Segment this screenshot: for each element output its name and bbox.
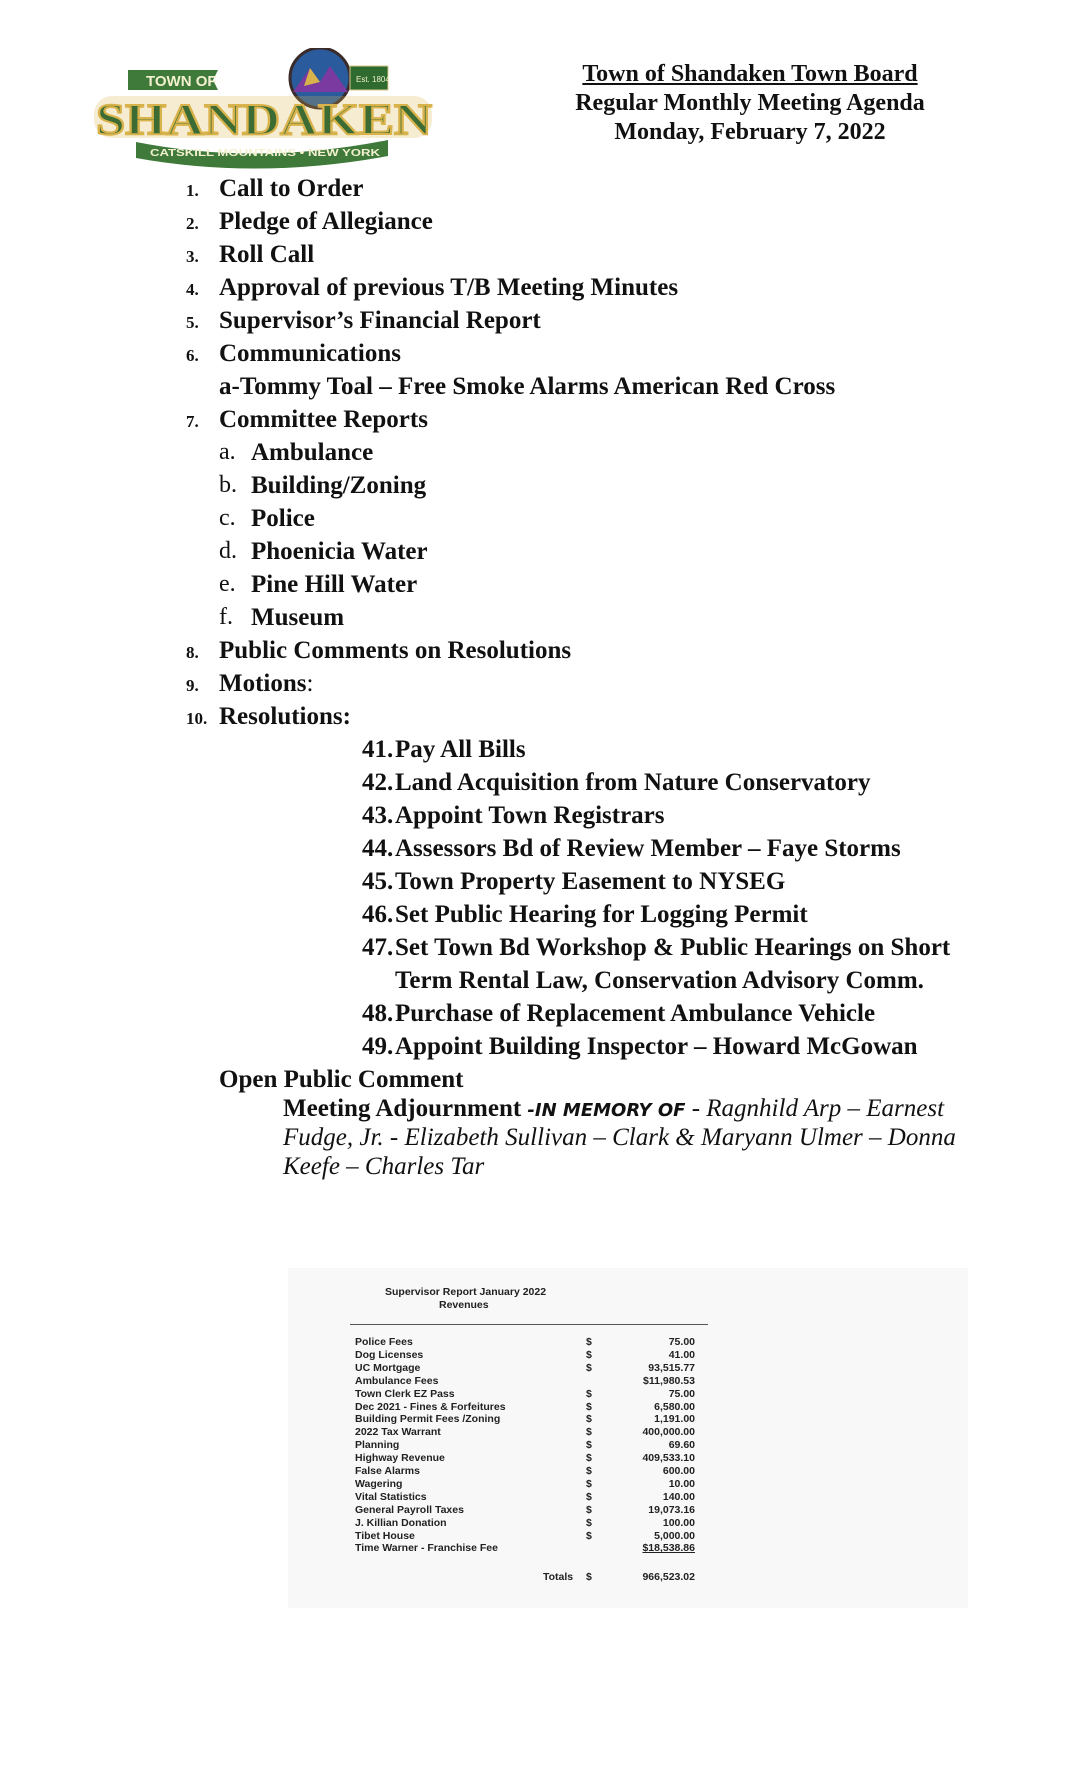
resolution-41 [362,735,526,765]
report-row-dollar: $ [586,1348,592,1361]
resolution-48 [362,999,875,1029]
item-public-comments-resolutions: Public Comments on Resolutions [219,637,572,664]
resolution-text: Set Public Hearing for Logging Permit [395,901,808,928]
item-number: 7. [186,412,199,431]
report-row-dollar: $ [586,1503,592,1516]
report-row-amount: 75.00 [668,1336,695,1348]
committee-letter: e. [219,571,236,597]
in-memory-label: -IN MEMORY OF [527,1100,686,1121]
motions-colon: : [306,670,314,697]
resolution-number: 47. [362,934,394,961]
report-rule [350,1324,708,1325]
report-row-dollar: $ [586,1465,592,1477]
report-row-dollar: $ [586,1361,592,1374]
logo-name: SHANDAKEN [96,95,433,144]
resolution-text: Town Property Easement to NYSEG [395,868,786,895]
resolution-46 [362,900,808,930]
committee-museum: Museum [251,604,345,631]
report-row-amount: 41.00 [668,1348,695,1361]
report-row-dollar: $ [586,1426,592,1439]
item-communications: Communications [219,340,401,367]
report-row-dollar: $ [586,1477,592,1490]
report-totals-dollar: $ [586,1571,592,1583]
supervisor-report [288,1268,968,1608]
report-row-amount: $11,980.53 [643,1374,695,1387]
resolution-47-continued: Term Rental Law, Conservation Advisory Comm. [395,967,924,994]
item-financial-report: Supervisor’s Financial Report [219,307,541,334]
report-row-label: False Alarms [355,1465,420,1477]
report-row-dollar: $ [586,1413,592,1426]
report-row-label: Highway Revenue [355,1452,445,1465]
motions-label: Motions [219,670,307,697]
item-number: 3. [186,247,199,266]
item-call-to-order: Call to Order [219,175,364,202]
report-row-dollar: $ [586,1490,592,1503]
report-row-label: Wagering [355,1477,403,1490]
report-row-label: Town Clerk EZ Pass [355,1387,455,1400]
report-row-dollar: $ [586,1400,592,1413]
report-row-amount: 600.00 [662,1465,695,1477]
item-number: 10. [186,709,208,728]
report-row-amount: 400,000.00 [642,1426,695,1439]
resolution-text: Land Acquisition from Nature Conservatory [395,769,871,796]
item-number: 6. [186,346,199,365]
committee-letter: c. [219,505,236,531]
report-row-dollar: $ [586,1439,592,1452]
item-resolutions: Resolutions: [219,703,351,730]
report-title: Supervisor Report January 2022 [385,1286,547,1298]
logo-town-of: TOWN OF [146,73,217,90]
item-approval-minutes: Approval of previous T/B Meeting Minutes [219,274,679,301]
report-row-label: Dog Licenses [355,1348,424,1361]
item-motions [219,669,313,699]
resolution-number: 49. [362,1033,394,1060]
report-row-amount: 19,073.16 [648,1503,695,1516]
resolution-text: Set Town Bd Workshop & Public Hearings on Short [395,934,951,961]
item-committee-reports: Committee Reports [219,406,428,433]
town-logo [88,48,438,176]
report-row-label: Tibet House [355,1529,415,1542]
report-row-label: UC Mortgage [355,1361,421,1374]
report-row-amount: 1,191.00 [654,1413,695,1426]
report-row-label: J. Killian Donation [355,1516,447,1529]
resolution-number: 45. [362,868,394,895]
report-row-amount: 75.00 [668,1387,695,1400]
open-public-comment: Open Public Comment [219,1066,464,1093]
committee-phoenicia-water: Phoenicia Water [251,538,428,565]
item-number: 5. [186,313,199,332]
report-row-label: General Payroll Taxes [355,1503,464,1516]
committee-letter: f. [219,604,233,630]
report-row-label: Vital Statistics [355,1490,427,1503]
committee-police: Police [251,505,315,532]
report-row-amount: $18,538.86 [642,1542,695,1555]
report-row-amount: 409,533.10 [642,1452,695,1465]
report-row-dollar: $ [586,1529,592,1542]
resolution-45 [362,867,785,897]
resolution-text: Assessors Bd of Review Member – Faye Storms [395,835,901,862]
item-number: 9. [186,676,199,695]
item-number: 1. [186,181,199,200]
report-row-amount: 140.00 [662,1490,695,1503]
resolution-42 [362,768,870,798]
resolution-number: 42. [362,769,394,796]
report-row-amount: 93,515.77 [648,1361,695,1374]
report-row-amount: 10.00 [668,1477,695,1490]
resolution-text: Appoint Building Inspector – Howard McGowan [395,1033,918,1060]
logo-tagline: CATSKILL MOUNTAINS • NEW YORK [150,147,381,159]
report-row-amount: 69.60 [668,1439,695,1452]
committee-letter: a. [219,439,236,465]
adjournment-line [283,1094,944,1126]
report-row-label: Dec 2021 - Fines & Forfeitures [355,1400,506,1413]
resolution-44 [362,834,901,864]
committee-pine-hill-water: Pine Hill Water [251,571,418,598]
report-row-amount: 100.00 [662,1516,695,1529]
memorial-names-line2: Fudge, Jr. - Elizabeth Sullivan – Clark & Maryann Ulmer – Donna [283,1124,956,1151]
resolution-43 [362,801,665,831]
report-row-label: Police Fees [355,1336,413,1348]
report-row-amount: 5,000.00 [654,1529,695,1542]
item-roll-call: Roll Call [219,241,315,268]
board-title: Town of Shandaken Town Board [582,61,918,87]
report-totals-amount: 966,523.02 [642,1571,695,1583]
report-subtitle: Revenues [439,1299,489,1311]
resolution-number: 43. [362,802,394,829]
resolution-number: 41. [362,736,394,763]
resolution-text: Pay All Bills [395,736,526,763]
report-row-dollar: $ [586,1336,592,1348]
report-row-label: Planning [355,1439,400,1452]
committee-ambulance: Ambulance [251,439,374,466]
meeting-type: Regular Monthly Meeting Agenda [575,90,925,116]
committee-letter: d. [219,538,237,564]
report-totals-label: Totals [543,1571,574,1583]
communication-entry: a-Tommy Toal – Free Smoke Alarms American Red Cross [219,373,836,400]
report-row-label: 2022 Tax Warrant [355,1426,441,1439]
report-row-label: Time Warner - Franchise Fee [355,1542,498,1555]
adjournment-label: Meeting Adjournment [283,1095,522,1122]
committee-building-zoning: Building/Zoning [251,472,427,499]
item-number: 8. [186,643,199,662]
resolution-text: Appoint Town Registrars [395,802,665,829]
report-row-dollar: $ [586,1516,592,1529]
memorial-names: - Ragnhild Arp – Earnest [691,1095,945,1122]
resolution-number: 46. [362,901,394,928]
meeting-date: Monday, February 7, 2022 [614,119,886,145]
item-number: 2. [186,214,199,233]
committee-letter: b. [219,472,237,498]
report-row-amount: 6,580.00 [654,1400,695,1413]
item-number: 4. [186,280,199,299]
report-row-label: Ambulance Fees [355,1374,439,1387]
resolution-text: Purchase of Replacement Ambulance Vehicle [395,1000,876,1027]
item-pledge: Pledge of Allegiance [219,208,433,235]
resolution-47 [362,933,950,963]
resolution-49 [362,1032,918,1062]
memorial-names-line3: Keefe – Charles Tar [283,1153,485,1180]
resolution-number: 48. [362,1000,394,1027]
logo-est: Est. 1804 [356,75,390,84]
report-row-label: Building Permit Fees /Zoning [355,1413,501,1426]
report-row-dollar: $ [586,1387,592,1400]
report-row-dollar: $ [586,1452,592,1465]
resolution-number: 44. [362,835,394,862]
agenda-header [560,60,940,147]
